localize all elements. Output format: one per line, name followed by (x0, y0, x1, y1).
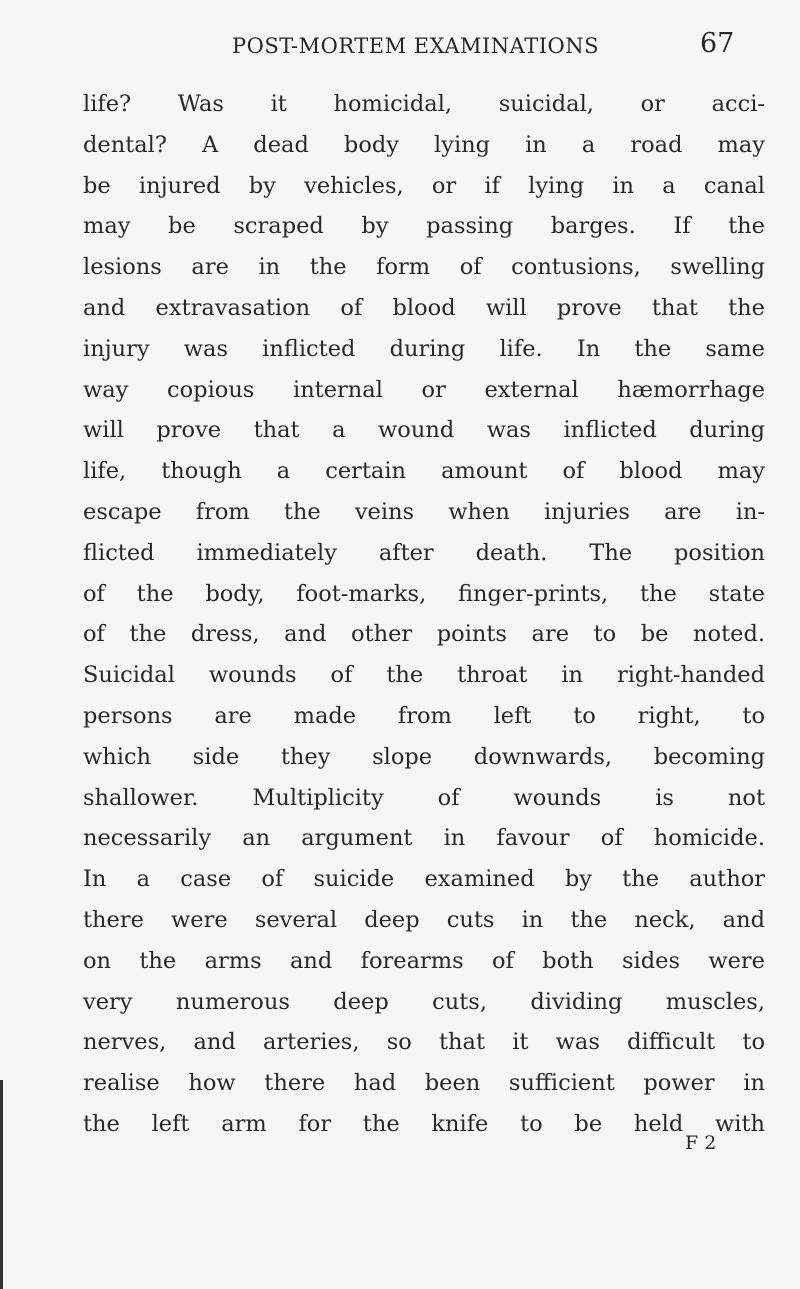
text-line: on the arms and forearms of both sides were (83, 947, 765, 974)
text-line: escape from the veins when injuries are in- (83, 498, 765, 525)
text-line: realise how there had been sufficient power in (83, 1070, 765, 1097)
text-line: flicted immediately after death. The position (83, 539, 765, 566)
text-line: way copious internal or external hæmorrhage (83, 376, 765, 403)
text-line: of the body, foot-marks, finger-prints, the state (83, 580, 765, 607)
text-line: the left arm for the knife to be held with (83, 1110, 765, 1137)
text-line: In a case of suicide examined by the author (83, 866, 765, 893)
text-line: persons are made from left to right, to (83, 702, 765, 729)
text-line: there were several deep cuts in the neck, and (83, 906, 765, 933)
text-line: of the dress, and other points are to be noted. (83, 621, 765, 648)
text-line: injury was inflicted during life. In the same (83, 335, 765, 362)
text-line: which side they slope downwards, becoming (83, 743, 765, 770)
signature-mark: F 2 (685, 1132, 717, 1154)
text-line: shallower. Multiplicity of wounds is not (83, 784, 765, 811)
text-line: and extravasation of blood will prove that the (83, 294, 765, 321)
running-title: POST-MORTEM EXAMINATIONS (232, 34, 599, 58)
text-line: necessarily an argument in favour of homicide. (83, 825, 765, 852)
text-line: Suicidal wounds of the throat in right-handed (83, 662, 765, 689)
text-line: be injured by vehicles, or if lying in a canal (83, 172, 765, 199)
page-edge-shadow (0, 1080, 3, 1289)
body-text (83, 84, 765, 1145)
page-header (0, 26, 800, 66)
text-line: dental? A dead body lying in a road may (83, 131, 765, 158)
page-number: 67 (700, 28, 735, 59)
text-line: life? Was it homicidal, suicidal, or acci- (83, 91, 765, 117)
text-line: will prove that a wound was inflicted during (83, 417, 765, 444)
text-line: very numerous deep cuts, dividing muscles, (83, 988, 765, 1015)
text-line: life, though a certain amount of blood may (83, 458, 765, 485)
text-line: lesions are in the form of contusions, swelling (83, 254, 765, 281)
text-line: may be scraped by passing barges. If the (83, 213, 765, 240)
text-line: nerves, and arteries, so that it was difficult to (83, 1029, 765, 1056)
